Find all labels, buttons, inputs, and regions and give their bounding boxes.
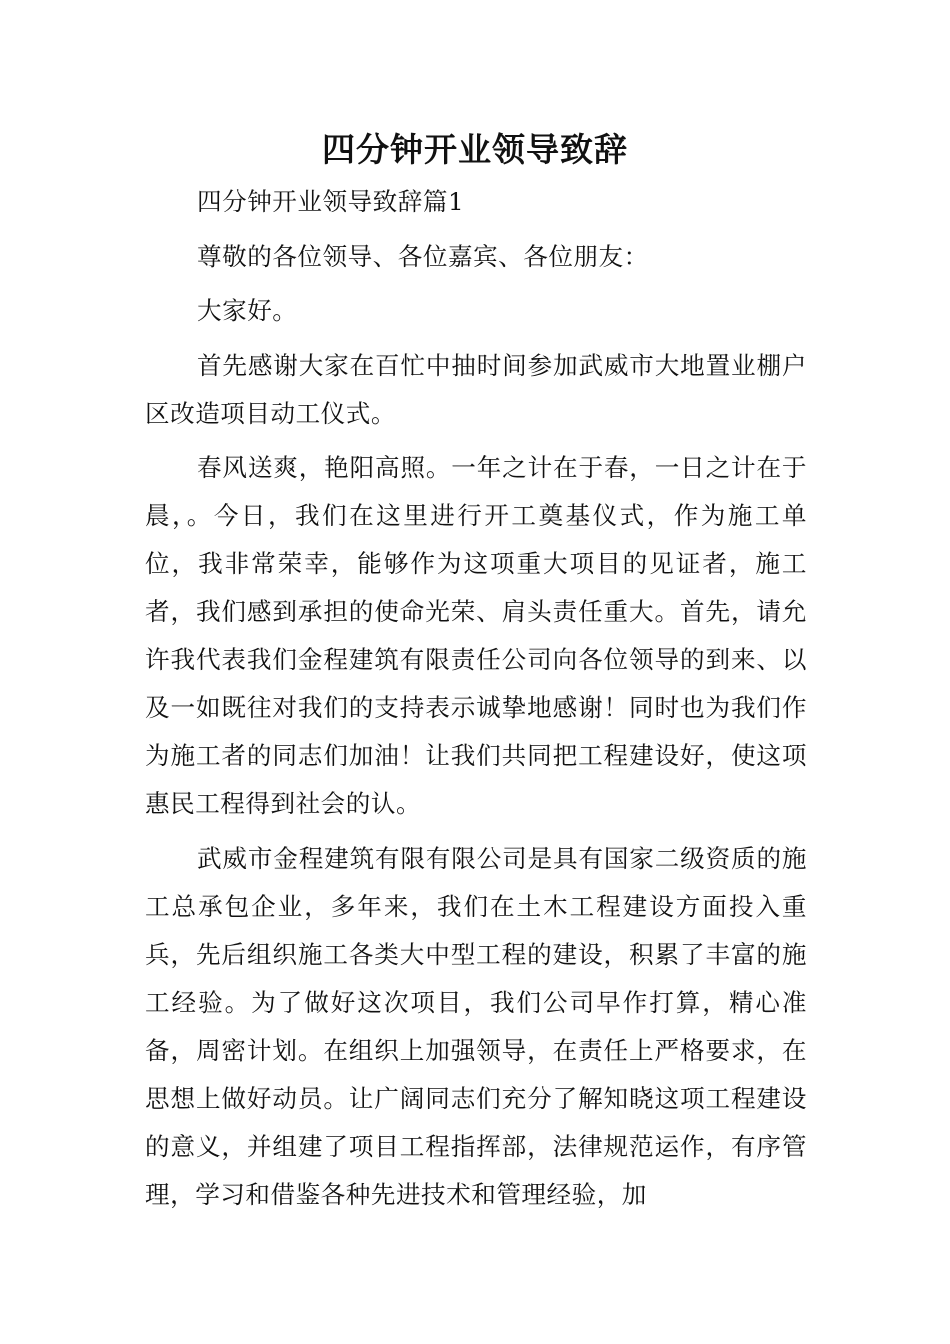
document-title: 四分钟开业领导致辞 (322, 130, 628, 169)
document-body (145, 178, 807, 1225)
body-paragraph: 春风送爽，艳阳高照。一年之计在于春，一日之计在于晨，。今日，我们在这里进行开工奠基仪式，作为施工单位，我非常荣幸，能够作为这项重大项目的见证者，施工者，我们感到承担的使命光荣、肩头责任重大。首先，请允许我代表我们金程建筑有限责任公司向各位领导的到来、以及一如既往对我们的支持表示诚挚地感谢！同时也为我们作为施工者的同志们加油！让我们共同把工程建设好，使这项惠民工程得到社会的认。 (145, 453, 807, 818)
salutation: 尊敬的各位领导、各位嘉宾、各位朋友： (197, 241, 649, 271)
greeting: 大家好。 (197, 296, 298, 325)
body-paragraph: 首先感谢大家在百忙中抽时间参加武威市大地置业棚户区改造项目动工仪式。 (145, 350, 807, 428)
body-paragraph: 武威市金程建筑有限有限公司是具有国家二级资质的施工总承包企业，多年来，我们在土木工程建设方面投入重兵，先后组织施工各类大中型工程的建设，积累了丰富的施工经验。为了做好这次项目，我们公司早作打算，精心准备，周密计划。在组织上加强领导，在责任上严格要求，在思想上做好动员。让广阔同志们充分了解知晓这项工程建设的意义，并组建了项目工程指挥部，法律规范运作，有序管理，学习和借鉴各种先进技术和管理经验，加 (145, 843, 807, 1209)
section-heading: 四分钟开业领导致辞篇1 (197, 187, 465, 216)
